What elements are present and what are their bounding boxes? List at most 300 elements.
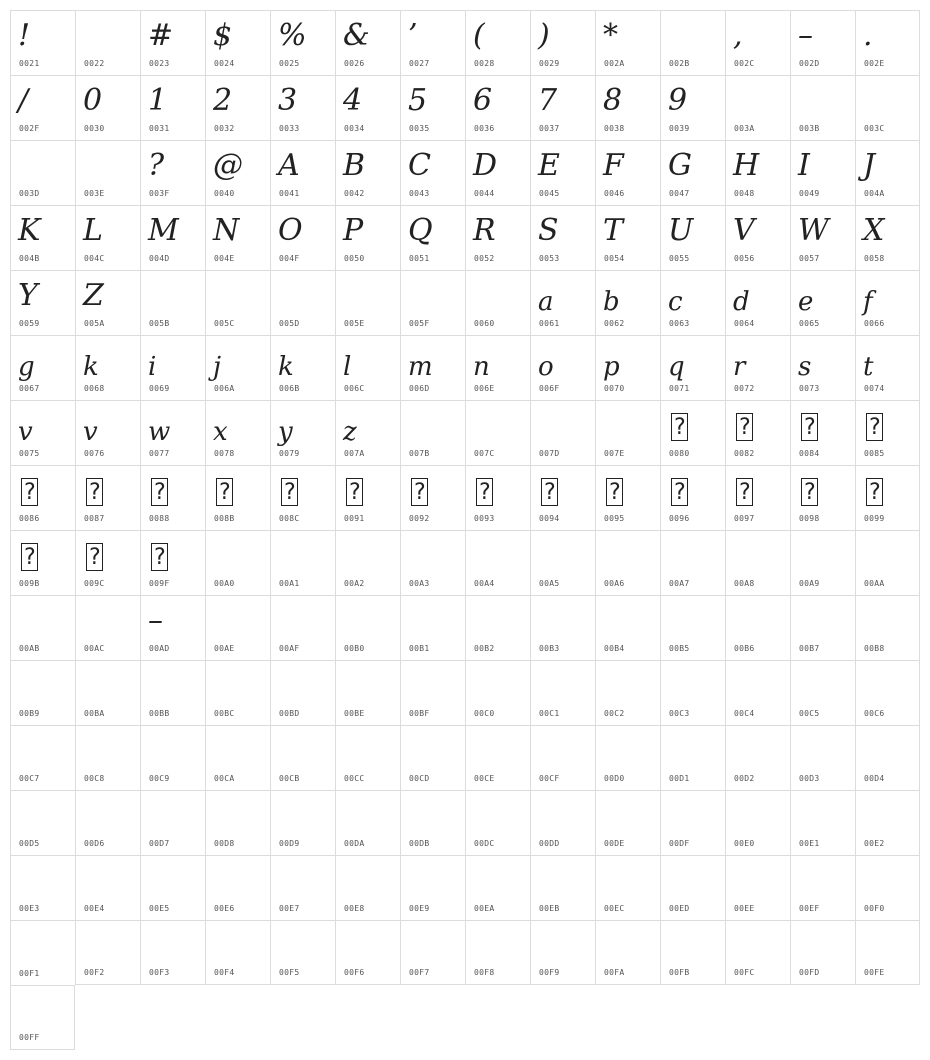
glyph-cell [855, 660, 920, 725]
glyph-char: – [798, 18, 813, 53]
glyph-code: 0051 [409, 254, 430, 263]
glyph-cell [530, 920, 595, 985]
glyph-code: 004A [864, 189, 885, 198]
glyph-code: 007B [409, 449, 430, 458]
glyph-cell [595, 465, 660, 530]
glyph-code: 00FF [19, 1033, 40, 1042]
glyph-cell [725, 75, 790, 140]
glyph-cell [205, 920, 270, 985]
glyph-cell [660, 465, 725, 530]
glyph-code: 00A8 [734, 579, 755, 588]
glyph-code: 0068 [84, 384, 105, 393]
glyph-cell [465, 920, 530, 985]
glyph-code: 00F3 [149, 968, 170, 977]
missing-glyph-box: ? [738, 415, 752, 440]
glyph-cell [660, 530, 725, 595]
glyph-code: 0053 [539, 254, 560, 263]
glyph-code: 00C4 [734, 709, 755, 718]
glyph-cell [725, 920, 790, 985]
glyph-char: O [278, 213, 303, 248]
glyph-code: 00DA [344, 839, 365, 848]
glyph-char: q [668, 352, 685, 382]
glyph-char: y [278, 417, 293, 447]
glyph-char: l [343, 352, 352, 382]
glyph-cell [10, 205, 75, 270]
glyph-code: 0045 [539, 189, 560, 198]
glyph-cell [530, 790, 595, 855]
glyph-char: p [603, 352, 620, 382]
glyph-code: 0065 [799, 319, 820, 328]
glyph-code: 00F5 [279, 968, 300, 977]
glyph-code: 00C1 [539, 709, 560, 718]
glyph-cell [335, 855, 400, 920]
glyph-cell [465, 660, 530, 725]
glyph-cell [855, 10, 920, 75]
glyph-char: 2 [213, 83, 233, 118]
glyph-cell [400, 140, 465, 205]
glyph-cell [140, 920, 205, 985]
glyph-code: 0024 [214, 59, 235, 68]
glyph-code: 00A0 [214, 579, 235, 588]
glyph-char: x [213, 417, 228, 447]
glyph-code: 00B0 [344, 644, 365, 653]
glyph-cell [660, 205, 725, 270]
glyph-char: b [603, 287, 620, 317]
glyph-code: 0054 [604, 254, 625, 263]
glyph-code: 0044 [474, 189, 495, 198]
glyph-code: 00B9 [19, 709, 40, 718]
glyph-cell [10, 660, 75, 725]
glyph-char: * [603, 18, 618, 53]
missing-glyph-box: ? [23, 545, 37, 570]
missing-glyph-box: ? [543, 480, 557, 505]
glyph-code: 0095 [604, 514, 625, 523]
glyph-cell [140, 660, 205, 725]
glyph-code: 00AC [84, 644, 105, 653]
glyph-cell [725, 270, 790, 335]
glyph-char: n [473, 352, 490, 382]
glyph-cell [530, 10, 595, 75]
glyph-code: 0036 [474, 124, 495, 133]
glyph-char: @ [213, 148, 243, 183]
glyph-cell [530, 205, 595, 270]
glyph-code: 00EB [539, 904, 560, 913]
glyph-cell [855, 335, 920, 400]
glyph-char: ! [18, 18, 31, 53]
glyph-cell [270, 400, 335, 465]
glyph-code: 0022 [84, 59, 105, 68]
glyph-code: 00B3 [539, 644, 560, 653]
glyph-code: 00D3 [799, 774, 820, 783]
glyph-code: 00FD [799, 968, 820, 977]
glyph-code: 00C9 [149, 774, 170, 783]
glyph-cell [270, 790, 335, 855]
glyph-cell [75, 270, 140, 335]
glyph-cell [75, 595, 140, 660]
glyph-code: 0037 [539, 124, 560, 133]
glyph-cell [205, 10, 270, 75]
glyph-code: 002E [864, 59, 885, 68]
glyph-code: 0035 [409, 124, 430, 133]
glyph-code: 0078 [214, 449, 235, 458]
glyph-cell [530, 465, 595, 530]
glyph-code: 004F [279, 254, 300, 263]
glyph-cell [855, 465, 920, 530]
glyph-code: 0058 [864, 254, 885, 263]
glyph-cell [725, 595, 790, 660]
glyph-cell [660, 270, 725, 335]
glyph-cell [140, 140, 205, 205]
glyph-cell [530, 270, 595, 335]
glyph-code: 006B [279, 384, 300, 393]
glyph-code: 00C6 [864, 709, 885, 718]
glyph-code: 00CE [474, 774, 495, 783]
glyph-code: 004B [19, 254, 40, 263]
glyph-cell [335, 205, 400, 270]
glyph-code: 0076 [84, 449, 105, 458]
glyph-cell [205, 855, 270, 920]
glyph-cell [660, 400, 725, 465]
glyph-cell [855, 140, 920, 205]
glyph-cell [270, 595, 335, 660]
glyph-cell [400, 335, 465, 400]
glyph-code: 00D5 [19, 839, 40, 848]
glyph-code: 0055 [669, 254, 690, 263]
glyph-code: 00B4 [604, 644, 625, 653]
glyph-cell [335, 595, 400, 660]
glyph-cell [140, 595, 205, 660]
glyph-char: $ [213, 18, 233, 53]
glyph-code: 00A3 [409, 579, 430, 588]
glyph-code: 00BD [279, 709, 300, 718]
glyph-cell [270, 75, 335, 140]
glyph-code: 003C [864, 124, 885, 133]
glyph-char: a [538, 287, 554, 317]
glyph-cell [790, 270, 855, 335]
glyph-code: 00FA [604, 968, 625, 977]
glyph-cell [140, 400, 205, 465]
glyph-code: 0088 [149, 514, 170, 523]
glyph-cell [400, 725, 465, 790]
glyph-code: 00B2 [474, 644, 495, 653]
glyph-code: 00D8 [214, 839, 235, 848]
glyph-cell [140, 75, 205, 140]
glyph-char: H [733, 148, 760, 183]
glyph-code: 00A2 [344, 579, 365, 588]
glyph-cell [270, 660, 335, 725]
glyph-code: 0062 [604, 319, 625, 328]
glyph-cell [75, 10, 140, 75]
glyph-char: % [278, 18, 307, 53]
glyph-code: 0021 [19, 59, 40, 68]
glyph-code: 00CF [539, 774, 560, 783]
glyph-code: 00B8 [864, 644, 885, 653]
glyph-cell [10, 400, 75, 465]
glyph-cell [595, 335, 660, 400]
glyph-code: 00E3 [19, 904, 40, 913]
glyph-code: 00CB [279, 774, 300, 783]
glyph-cell [660, 75, 725, 140]
glyph-char: t [863, 352, 874, 382]
glyph-cell [75, 920, 140, 985]
glyph-code: 00DC [474, 839, 495, 848]
glyph-code: 002B [669, 59, 690, 68]
glyph-char: 0 [83, 83, 103, 118]
glyph-cell [790, 530, 855, 595]
glyph-cell [725, 10, 790, 75]
glyph-code: 00A9 [799, 579, 820, 588]
glyph-code: 00E2 [864, 839, 885, 848]
missing-glyph-box: ? [283, 480, 297, 505]
glyph-cell [205, 465, 270, 530]
glyph-code: 006A [214, 384, 235, 393]
glyph-code: 0032 [214, 124, 235, 133]
glyph-char: o [538, 352, 554, 382]
glyph-cell [725, 790, 790, 855]
glyph-cell [595, 855, 660, 920]
glyph-code: 00ED [669, 904, 690, 913]
glyph-char: ? [148, 148, 165, 183]
glyph-cell [75, 465, 140, 530]
glyph-cell [140, 855, 205, 920]
glyph-cell [595, 75, 660, 140]
glyph-code: 00F6 [344, 968, 365, 977]
glyph-code: 00BB [149, 709, 170, 718]
glyph-char: g [18, 352, 35, 382]
glyph-code: 004C [84, 254, 105, 263]
glyph-cell [10, 530, 75, 595]
glyph-code: 002C [734, 59, 755, 68]
glyph-code: 0063 [669, 319, 690, 328]
glyph-code: 0041 [279, 189, 300, 198]
glyph-cell [595, 205, 660, 270]
glyph-cell [140, 790, 205, 855]
glyph-grid [10, 10, 920, 1050]
missing-glyph-box: ? [153, 480, 167, 505]
glyph-code: 009C [84, 579, 105, 588]
glyph-code: 003F [149, 189, 170, 198]
glyph-cell [400, 855, 465, 920]
glyph-cell [725, 335, 790, 400]
glyph-cell [465, 140, 530, 205]
glyph-code: 0050 [344, 254, 365, 263]
glyph-code: 00CA [214, 774, 235, 783]
glyph-code: 003A [734, 124, 755, 133]
glyph-code: 0066 [864, 319, 885, 328]
glyph-code: 00F0 [864, 904, 885, 913]
glyph-code: 005D [279, 319, 300, 328]
glyph-cell [530, 75, 595, 140]
glyph-cell [530, 140, 595, 205]
glyph-cell [725, 205, 790, 270]
glyph-cell [205, 205, 270, 270]
glyph-code: 004E [214, 254, 235, 263]
glyph-cell [270, 465, 335, 530]
glyph-code: 00BC [214, 709, 235, 718]
glyph-cell [465, 10, 530, 75]
glyph-cell [725, 400, 790, 465]
glyph-code: 0091 [344, 514, 365, 523]
glyph-cell [10, 855, 75, 920]
glyph-char: C [408, 148, 431, 183]
glyph-cell [75, 855, 140, 920]
glyph-code: 00AF [279, 644, 300, 653]
glyph-code: 0040 [214, 189, 235, 198]
glyph-code: 00D1 [669, 774, 690, 783]
glyph-cell [855, 530, 920, 595]
glyph-cell [790, 205, 855, 270]
glyph-code: 00D9 [279, 839, 300, 848]
glyph-cell [335, 725, 400, 790]
glyph-cell [725, 465, 790, 530]
glyph-char: , [733, 18, 743, 53]
glyph-cell [205, 270, 270, 335]
glyph-cell [10, 10, 75, 75]
glyph-cell [595, 595, 660, 660]
glyph-cell [530, 595, 595, 660]
glyph-cell [530, 530, 595, 595]
glyph-cell [400, 790, 465, 855]
glyph-code: 00EA [474, 904, 495, 913]
glyph-char: r [733, 352, 746, 382]
glyph-code: 00FB [669, 968, 690, 977]
glyph-code: 00B5 [669, 644, 690, 653]
glyph-code: 0049 [799, 189, 820, 198]
glyph-char: I [798, 148, 810, 183]
missing-glyph-box: ? [803, 415, 817, 440]
glyph-char: / [18, 83, 29, 118]
glyph-cell [10, 335, 75, 400]
glyph-code: 00CC [344, 774, 365, 783]
glyph-cell [725, 140, 790, 205]
glyph-char: i [148, 352, 157, 382]
glyph-code: 007C [474, 449, 495, 458]
glyph-code: 009F [149, 579, 170, 588]
glyph-char: 1 [148, 83, 168, 118]
glyph-code: 0092 [409, 514, 430, 523]
glyph-code: 009B [19, 579, 40, 588]
glyph-cell [75, 790, 140, 855]
glyph-cell [205, 75, 270, 140]
glyph-char: 3 [278, 83, 298, 118]
glyph-code: 0087 [84, 514, 105, 523]
glyph-code: 00F7 [409, 968, 430, 977]
glyph-char: M [148, 213, 179, 248]
glyph-cell [790, 140, 855, 205]
glyph-cell [205, 660, 270, 725]
glyph-code: 005A [84, 319, 105, 328]
glyph-code: 0027 [409, 59, 430, 68]
glyph-cell [790, 725, 855, 790]
glyph-code: 00C2 [604, 709, 625, 718]
glyph-cell [465, 205, 530, 270]
glyph-code: 0047 [669, 189, 690, 198]
glyph-cell [465, 400, 530, 465]
glyph-cell [465, 530, 530, 595]
missing-glyph-box: ? [868, 415, 882, 440]
missing-glyph-box: ? [673, 480, 687, 505]
glyph-code: 0098 [799, 514, 820, 523]
glyph-cell [75, 75, 140, 140]
glyph-code: 0033 [279, 124, 300, 133]
glyph-code: 007A [344, 449, 365, 458]
glyph-cell [400, 465, 465, 530]
glyph-cell [855, 205, 920, 270]
glyph-cell [140, 270, 205, 335]
glyph-char: & [343, 18, 370, 53]
glyph-cell [790, 465, 855, 530]
glyph-code: 00C0 [474, 709, 495, 718]
glyph-cell [790, 400, 855, 465]
glyph-cell [465, 465, 530, 530]
glyph-code: 0064 [734, 319, 755, 328]
glyph-cell [205, 335, 270, 400]
glyph-code: 00C8 [84, 774, 105, 783]
glyph-cell [660, 140, 725, 205]
missing-glyph-box: ? [608, 480, 622, 505]
glyph-code: 00A5 [539, 579, 560, 588]
glyph-char: 4 [343, 83, 363, 118]
glyph-char: K [18, 213, 41, 248]
glyph-code: 004D [149, 254, 170, 263]
glyph-char: – [148, 603, 163, 638]
glyph-cell [660, 725, 725, 790]
glyph-cell [270, 10, 335, 75]
missing-glyph-box: ? [88, 545, 102, 570]
glyph-code: 002D [799, 59, 820, 68]
glyph-char: N [213, 213, 240, 248]
glyph-cell [855, 75, 920, 140]
glyph-code: 0079 [279, 449, 300, 458]
glyph-code: 0030 [84, 124, 105, 133]
glyph-cell [790, 75, 855, 140]
glyph-char: ( [473, 18, 485, 53]
glyph-code: 005F [409, 319, 430, 328]
glyph-code: 007D [539, 449, 560, 458]
glyph-char: 7 [538, 83, 558, 118]
glyph-cell [205, 530, 270, 595]
glyph-char: w [148, 417, 171, 447]
glyph-code: 003D [19, 189, 40, 198]
glyph-cell [400, 595, 465, 660]
glyph-code: 00F8 [474, 968, 495, 977]
glyph-cell [270, 855, 335, 920]
glyph-cell [465, 855, 530, 920]
glyph-cell [855, 270, 920, 335]
glyph-cell [335, 660, 400, 725]
glyph-cell [270, 530, 335, 595]
glyph-char: Y [18, 278, 38, 313]
glyph-cell [595, 790, 660, 855]
glyph-cell [335, 530, 400, 595]
glyph-char: j [213, 352, 222, 382]
glyph-cell [595, 400, 660, 465]
glyph-cell [335, 75, 400, 140]
glyph-char: S [538, 213, 559, 248]
glyph-char: s [798, 352, 812, 382]
glyph-cell [75, 530, 140, 595]
glyph-cell [10, 75, 75, 140]
glyph-code: 00DE [604, 839, 625, 848]
glyph-code: 0060 [474, 319, 495, 328]
glyph-char: D [473, 148, 498, 183]
glyph-code: 00AB [19, 644, 40, 653]
glyph-code: 0072 [734, 384, 755, 393]
glyph-code: 008B [214, 514, 235, 523]
glyph-code: 00A7 [669, 579, 690, 588]
glyph-cell [75, 400, 140, 465]
glyph-code: 003E [84, 189, 105, 198]
